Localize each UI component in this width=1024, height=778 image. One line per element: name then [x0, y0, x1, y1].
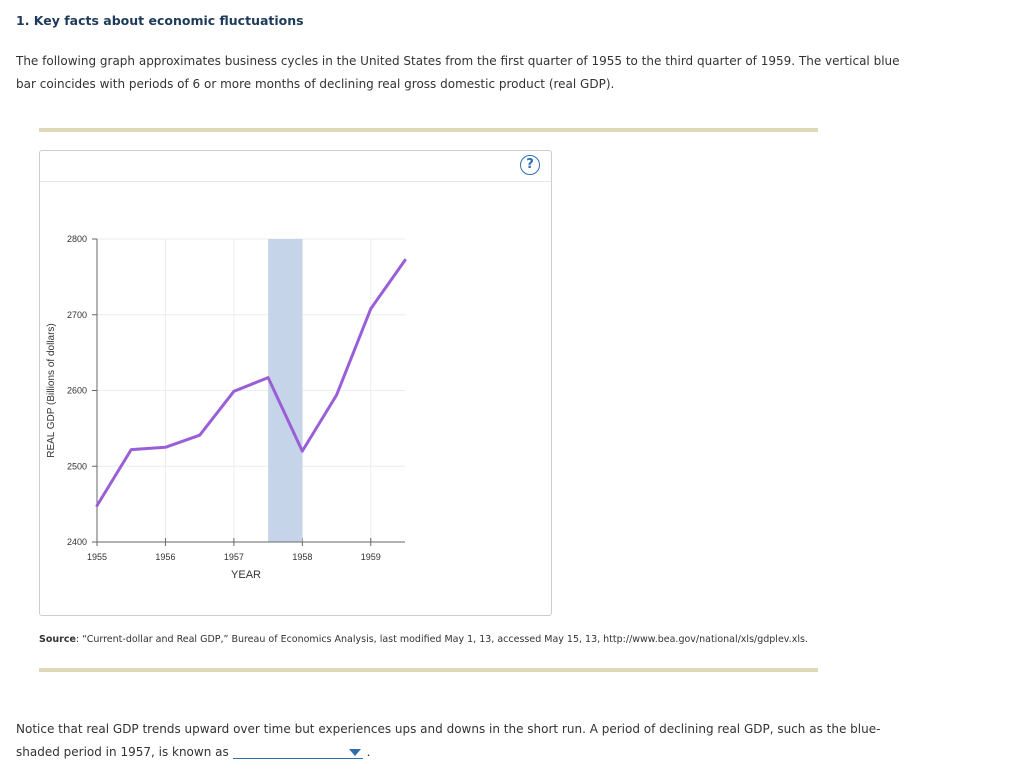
source-citation [39, 634, 839, 645]
top-divider [39, 128, 818, 132]
gdp-point [198, 434, 200, 436]
gdp-point [96, 504, 98, 506]
question-title: 1. Key facts about economic fluctuations [16, 13, 304, 28]
y-tick-label: 2700 [66, 309, 87, 320]
y-tick-label: 2800 [66, 234, 87, 244]
answer-dropdown[interactable] [233, 744, 363, 759]
source-text: : “Current-dollar and Real GDP,” Bureau of Economics Analysis, last modified May 1, 13, accessed May 15, 13, http://www.bea.gov/national/xls/gdplev.xls. [75, 634, 808, 645]
x-tick-label: 1955 [86, 552, 108, 562]
gdp-point [370, 307, 372, 309]
gdp-point [164, 446, 166, 448]
y-axis-title: REAL GDP (Billions of dollars) [46, 323, 57, 458]
x-tick-label: 1956 [155, 552, 176, 562]
gdp-point [233, 390, 235, 392]
source-label: Source [39, 634, 76, 645]
bottom-divider [39, 668, 818, 672]
question-2 [16, 718, 916, 764]
question-2-text: Notice that real GDP trends upward over time but experiences ups and downs in the short run. A period of declining real GDP, such as the blue-shaded period in 1957, is known as [16, 722, 881, 759]
question-intro: The following graph approximates business cycles in the United States from the first quarter of 1955 to the third quarter of 1959. The vertical blue bar coincides with periods of 6 or more months of declining real gross domestic product (real GDP). [16, 54, 900, 91]
y-tick-label: 2400 [66, 537, 87, 547]
x-tick-label: 1958 [292, 552, 313, 562]
question-2-period: . [366, 745, 371, 759]
gdp-point [404, 259, 406, 261]
gdp-line [97, 260, 405, 505]
dropdown-caret-icon[interactable] [349, 749, 361, 756]
x-tick-label: 1957 [223, 552, 244, 562]
x-axis-title: YEAR [231, 569, 261, 581]
gdp-point [335, 394, 337, 396]
x-tick-label: 1959 [360, 552, 381, 562]
gdp-point [301, 450, 303, 452]
help-icon[interactable]: ? [520, 155, 540, 175]
y-tick-label: 2600 [66, 385, 87, 396]
gdp-chart [40, 151, 551, 615]
y-tick-label: 2500 [66, 461, 87, 472]
graph-panel [39, 150, 552, 616]
gdp-point [267, 376, 269, 378]
gdp-point [130, 448, 132, 450]
